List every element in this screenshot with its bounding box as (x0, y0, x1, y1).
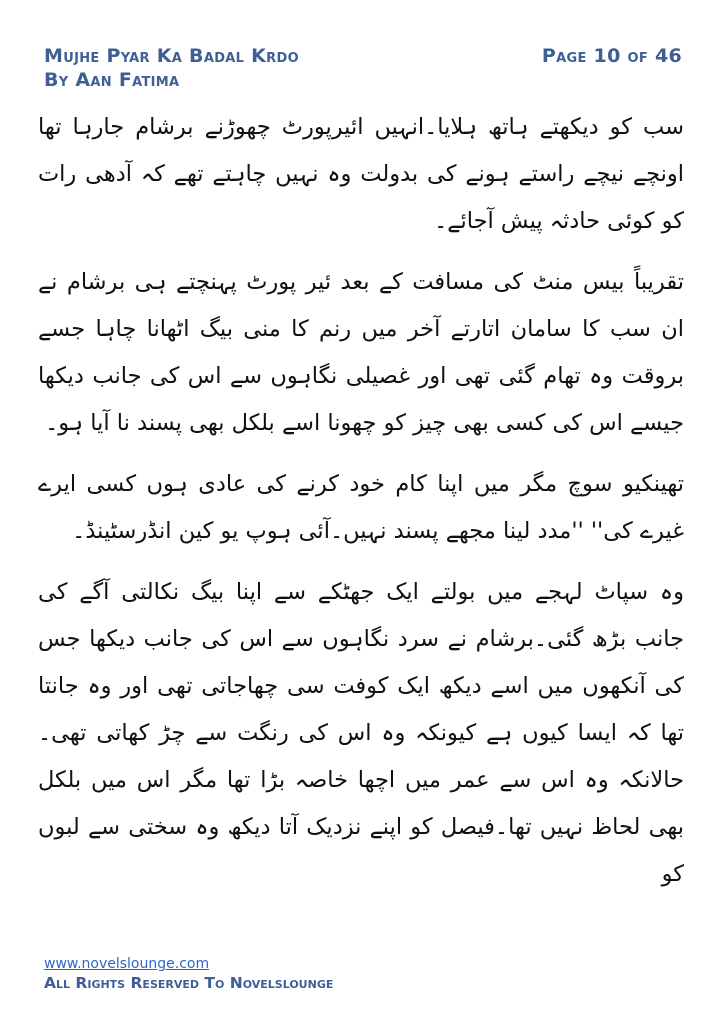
novel-title: Mujhe Pyar Ka Badal Krdo (44, 45, 299, 67)
paragraph: وہ سپاٹ لہجے میں بولتے ایک جھٹکے سے اپنا بیگ نکالتی آگے کی جانب بڑھ گئی۔برشام نے سرد نگاہوں سے اس کی جانب دیکھا جس کی آنکھوں میں اسے دیکھ ایک کوفت سی چھاجاتی تھی اور وہ جانتا تھا کہ ایسا کیوں ہے کیونکہ وہ اس کی رنگت سے چڑ کھاتی تھی۔حالانکہ وہ اس سے عمر میں اچھا خاصہ بڑا تھا مگر اس میں بلکل بھی لحاظ نہیں تھا۔فیصل کو اپنے نزدیک آتا دیکھ وہ سختی سے لبوں کو (38, 579, 684, 887)
paragraph: تھینکیو سوچ مگر میں اپنا کام خود کرنے کی عادی ہوں کسی ایرے غیرے کی'' ''مدد لینا مجھے پسند نہیں۔آئی ہوپ یو کین انڈرسٹینڈ۔ (38, 471, 684, 544)
page-number: Page 10 of 46 (541, 45, 682, 67)
paragraph: سب کو دیکھتے ہاتھ ہلایا۔انہیں ائیرپورٹ چھوڑنے برشام جارہا تھا اونچے نیچے راستے ہونے کی بدولت وہ نہیں چاہتے تھے کہ آدھی رات کو کوئی حادثہ پیش آجائے۔ (38, 114, 684, 234)
story-body (38, 104, 684, 898)
author-name: By Aan Fatima (44, 69, 180, 91)
paragraph: تقریباً بیس منٹ کی مسافت کے بعد ئیر پورٹ پہنچتے ہی برشام نے ان سب کا سامان اتارتے آخر میں رنم کا منی بیگ اٹھانا چاہا جسے بروقت وہ تھام گئی تھی اور غصیلی نگاہوں سے اس کی جانب دیکھا جیسے اس کی کسی بھی چیز کو چھونا اسے بلکل بھی پسند نا آیا ہو۔ (38, 269, 684, 436)
website-link[interactable]: www.novelslounge.com (44, 956, 210, 972)
page-footer (44, 955, 333, 993)
page-header-left (44, 44, 299, 92)
copyright-notice: All Rights Reserved To Novelslounge (44, 974, 334, 992)
